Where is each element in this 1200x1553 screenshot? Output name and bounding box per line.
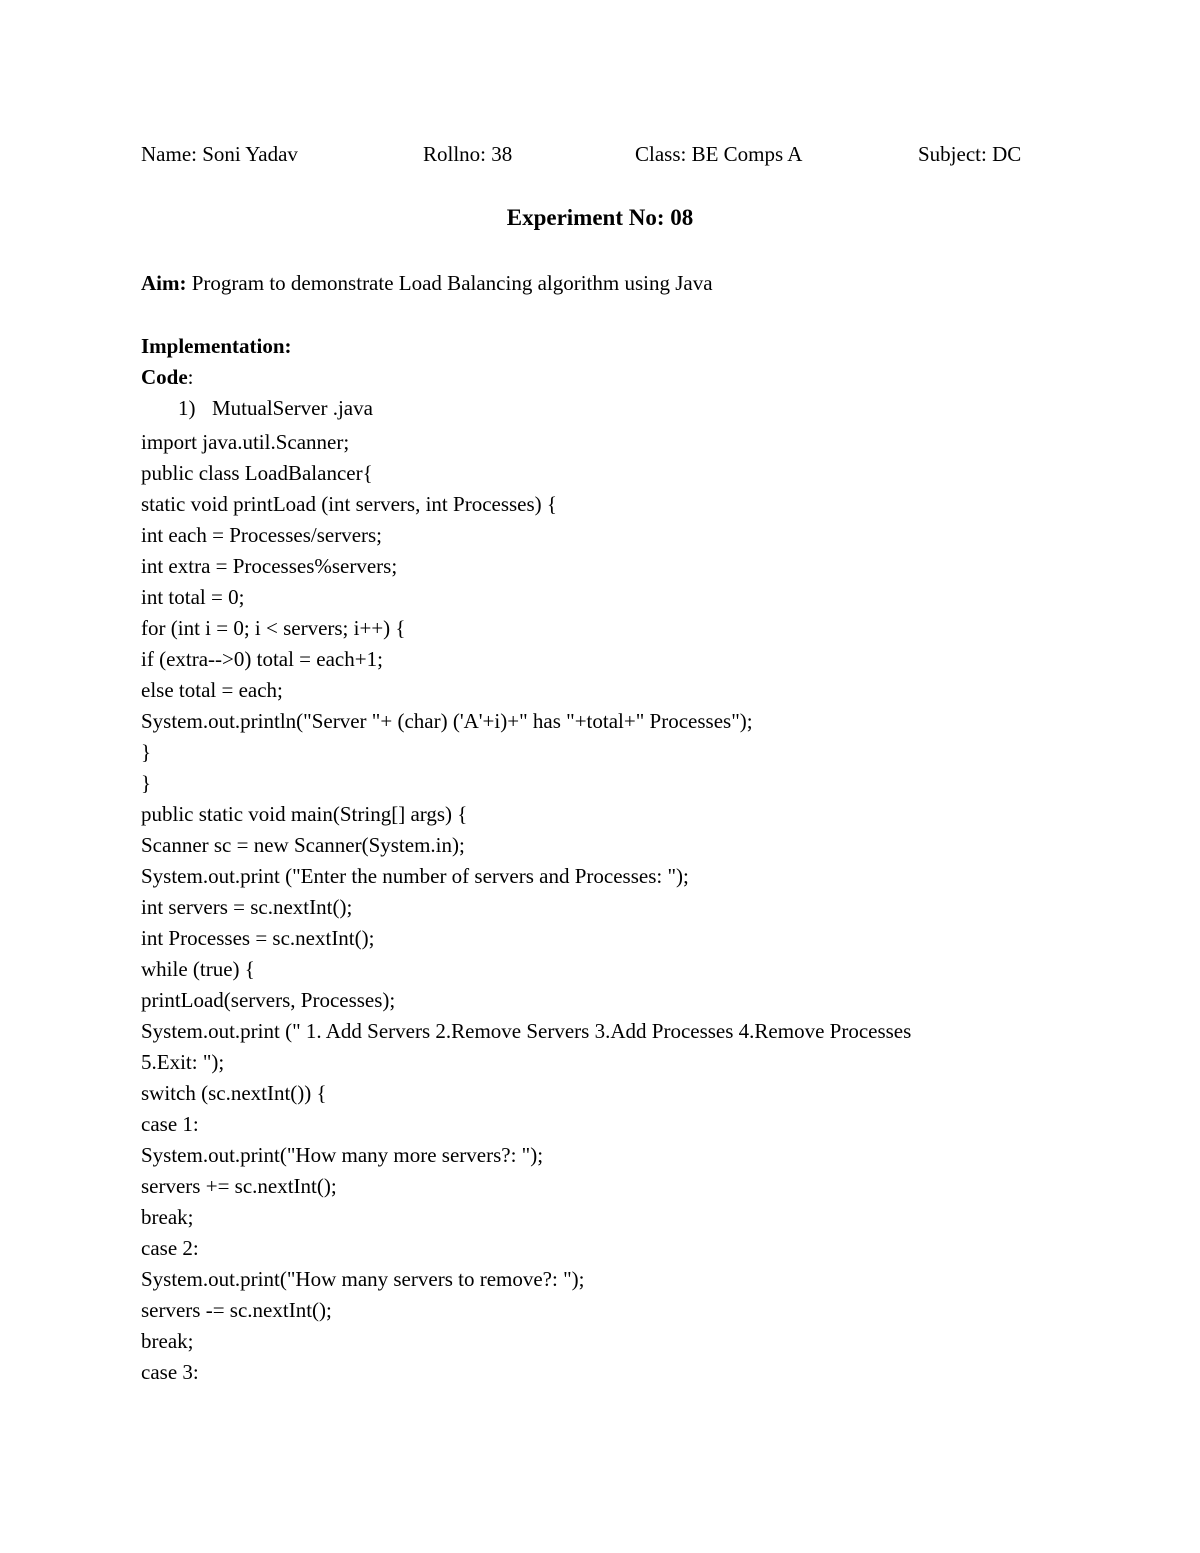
code-line: int total = 0;: [141, 585, 245, 609]
code-line: case 1:: [141, 1112, 199, 1136]
code-line: break;: [141, 1205, 194, 1229]
file-list-item: [178, 396, 373, 421]
code-label-suffix: :: [187, 365, 194, 389]
code-line: System.out.print ("Enter the number of servers and Processes: ");: [141, 864, 689, 888]
code-line: System.out.println("Server "+ (char) ('A'+i)+" has "+total+" Processes");: [141, 709, 753, 733]
code-line: printLoad(servers, Processes);: [141, 988, 396, 1012]
aim-line: [141, 271, 713, 296]
code-label: Code: [141, 365, 188, 389]
student-header: [0, 142, 1200, 172]
aim-text: Program to demonstrate Load Balancing algorithm using Java: [186, 271, 713, 295]
subject-name: Subject: DC: [918, 142, 1022, 166]
code-line: case 3:: [141, 1360, 199, 1384]
code-line: while (true) {: [141, 957, 255, 981]
code-line: int servers = sc.nextInt();: [141, 895, 353, 919]
file-item-number: 1): [178, 396, 196, 420]
code-line: public static void main(String[] args) {: [141, 802, 468, 826]
code-line: }: [141, 771, 152, 795]
class-name: Class: BE Comps A: [635, 142, 803, 166]
code-line: servers -= sc.nextInt();: [141, 1298, 332, 1322]
code-line: int each = Processes/servers;: [141, 523, 383, 547]
code-line: if (extra-->0) total = each+1;: [141, 647, 383, 671]
code-line: System.out.print("How many servers to remove?: ");: [141, 1267, 585, 1291]
code-line: switch (sc.nextInt()) {: [141, 1081, 327, 1105]
file-item-name: MutualServer .java: [212, 396, 373, 420]
code-line: servers += sc.nextInt();: [141, 1174, 337, 1198]
code-line: public class LoadBalancer{: [141, 461, 373, 485]
code-line: else total = each;: [141, 678, 283, 702]
experiment-title: Experiment No: 08: [506, 205, 694, 230]
code-line: int Processes = sc.nextInt();: [141, 926, 375, 950]
roll-number: Rollno: 38: [423, 142, 513, 166]
code-line: case 2:: [141, 1236, 199, 1260]
code-line: System.out.print("How many more servers?: ");: [141, 1143, 544, 1167]
implementation-heading: Implementation:: [141, 334, 292, 358]
student-name: Name: Soni Yadav: [141, 142, 298, 166]
code-line: for (int i = 0; i < servers; i++) {: [141, 616, 406, 640]
code-line: }: [141, 740, 152, 764]
code-line: static void printLoad (int servers, int Processes) {: [141, 492, 557, 516]
code-line: import java.util.Scanner;: [141, 430, 350, 454]
code-line: break;: [141, 1329, 194, 1353]
code-line: System.out.print (" 1. Add Servers 2.Remove Servers 3.Add Processes 4.Remove Processes: [141, 1019, 912, 1043]
code-block: [141, 427, 1061, 1388]
code-heading: [141, 365, 194, 390]
code-line: 5.Exit: ");: [141, 1050, 225, 1074]
code-line: Scanner sc = new Scanner(System.in);: [141, 833, 465, 857]
code-line: int extra = Processes%servers;: [141, 554, 398, 578]
aim-label: Aim:: [141, 271, 187, 295]
